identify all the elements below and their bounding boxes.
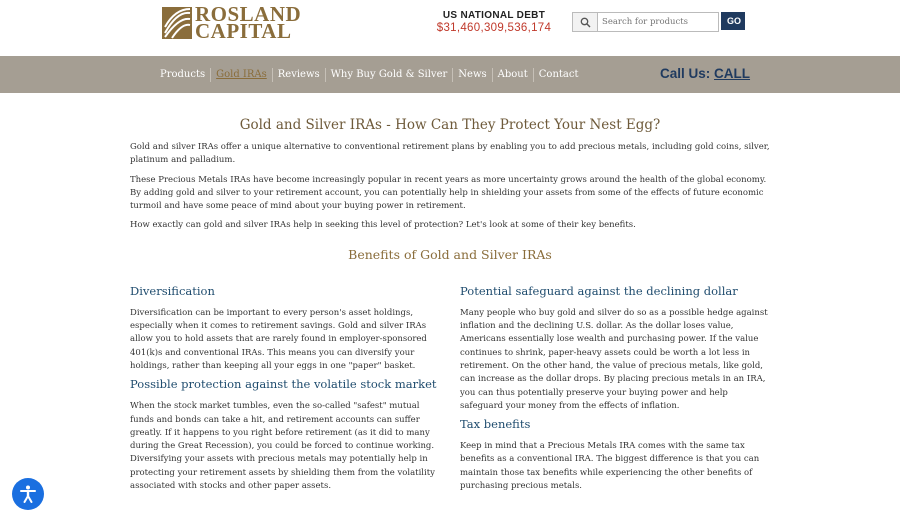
debt-label: US NATIONAL DEBT [442, 10, 546, 21]
logo-line2: CAPITAL [195, 19, 292, 43]
nav-item-why-buy[interactable]: Why Buy Gold & Silver [325, 68, 453, 82]
call-prefix: Call Us: [660, 66, 711, 81]
logo-line1: ROSLAND [195, 2, 302, 26]
logo-text [195, 2, 302, 43]
left-column [130, 284, 440, 498]
benefits-title: Benefits of Gold and Silver IRAs [348, 246, 552, 262]
nav-item-about[interactable]: About [492, 68, 533, 82]
logo[interactable] [162, 2, 302, 43]
call-link[interactable]: CALL [714, 66, 751, 81]
benefit-text: Many people who buy gold and silver do so as a possible hedge against inflation and the declining U.S. dollar. As the dollar loses value, Americans essentially lose wealth and purchasing power. If the value continues to shrink, paper-heavy assets could be worth a lot less in retirement. On the other hand, the value of precious metals, like gold, can increase as the dollar drops. By placing precious metals in an IRA, you can thus potentially preserve your buying power and help safeguard your money from the effects of inflation. [460, 307, 768, 411]
benefit-heading: Diversification [130, 283, 215, 298]
call-us [660, 66, 750, 81]
page-title: Gold and Silver IRAs - How Can They Protect Your Nest Egg? [239, 117, 661, 133]
intro-paragraph: How exactly can gold and silver IRAs help in seeking this level of protection? Let's look at some of their key benefits. [130, 220, 636, 231]
search-bar [572, 12, 745, 32]
search-input[interactable] [597, 12, 719, 32]
benefit-heading: Possible protection against the volatile stock market [130, 377, 437, 392]
nav-items [155, 56, 583, 93]
accessibility-icon[interactable] [12, 478, 44, 510]
debt-value: $31,460,309,536,174 [436, 22, 552, 34]
benefit-heading: Potential safeguard against the declining dollar [460, 283, 738, 298]
nav-item-gold-iras[interactable]: Gold IRAs [210, 68, 272, 82]
logo-mark-icon [162, 7, 192, 39]
intro-paragraph: Gold and silver IRAs offer a unique alternative to conventional retirement plans by enabling you to add precious metals, including gold coins, silver, platinum and palladium. [130, 142, 770, 166]
nav-item-products[interactable]: Products [160, 68, 206, 80]
right-column [460, 284, 770, 498]
national-debt [430, 10, 558, 34]
go-button[interactable]: GO [721, 12, 745, 30]
search-icon[interactable] [572, 12, 597, 32]
benefit-text: Keep in mind that a Precious Metals IRA comes with the same tax benefits as a conventional IRA. The biggest difference is that you can maintain those tax benefits while experiencing the other benefits of purchasing precious metals. [460, 441, 760, 492]
site-header [0, 0, 900, 56]
article [130, 93, 770, 497]
nav-item-contact[interactable]: Contact [533, 68, 584, 82]
benefit-heading: Tax benefits [460, 417, 531, 432]
benefit-text: Diversification can be important to every person's asset holdings, especially when it comes to retirement savings. Gold and silver IRAs allow you to hold assets that are rarely found in employer-sponsored 401(k)s and conventional IRAs. This means you can diversify your holdings, rather than keeping all your eggs in one "paper" basket. [130, 307, 427, 371]
main-nav [0, 56, 900, 93]
nav-item-news[interactable]: News [452, 68, 491, 82]
benefits-columns [130, 284, 770, 498]
intro-paragraph: These Precious Metals IRAs have become increasingly popular in recent years as more uncertainty grows around the health of the global economy. By adding gold and silver to your retirement account, you can potentially help in shielding your assets from some of the effects of future economic turmoil and have some peace of mind about your buying power in retirement. [130, 174, 767, 212]
benefit-text: When the stock market tumbles, even the so-called "safest" mutual funds and bonds can take a hit, and retirement accounts can suffer greatly. If it happens to you right before retirement (as it did to many during the Great Recession), you could be forced to continue working. Diversifying your assets with precious metals may potentially help in protecting your retirement assets by shielding them from the volatility associated with stocks and other paper assets. [130, 401, 435, 492]
nav-item-reviews[interactable]: Reviews [272, 68, 325, 82]
